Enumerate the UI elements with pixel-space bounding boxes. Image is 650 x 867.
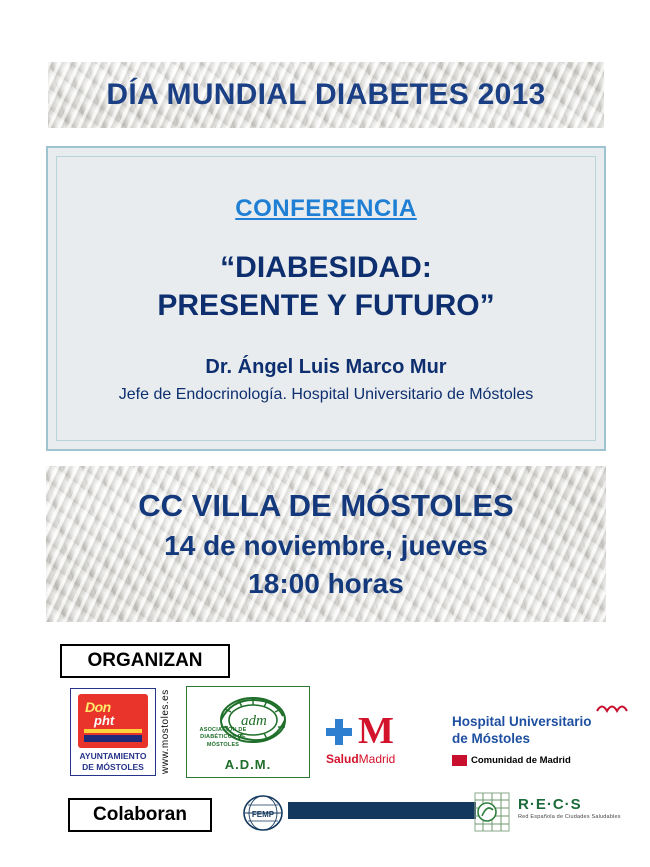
svg-text:adm: adm bbox=[241, 713, 267, 729]
ayuntamiento-crest-icon bbox=[78, 694, 148, 748]
crest-don-text: Don bbox=[85, 699, 111, 715]
conference-title-line2: PRESENTE Y FUTURO” bbox=[157, 289, 495, 323]
collaborators-label: Colaboran bbox=[68, 798, 212, 832]
conference-title-line1: “DIABESIDAD: bbox=[220, 251, 432, 284]
adm-logo bbox=[186, 686, 310, 778]
venue-time: 18:00 horas bbox=[248, 568, 404, 599]
speaker-name: Dr. Ángel Luis Marco Mur bbox=[205, 355, 447, 378]
adm-fulltext-line1: ASOCIACIÓN DE bbox=[199, 727, 247, 733]
page-title: DÍA MUNDIAL DIABETES 2013 bbox=[106, 78, 546, 111]
wave-icon bbox=[596, 702, 630, 714]
conference-kicker: CONFERENCIA bbox=[235, 195, 417, 222]
recs-grid-icon bbox=[474, 792, 510, 832]
venue-place: CC VILLA DE MÓSTOLES bbox=[138, 488, 514, 523]
hospital-name-line1: Hospital Universitario bbox=[452, 714, 592, 729]
speaker-role: Jefe de Endocrinología. Hospital Universitario de Móstoles bbox=[118, 385, 534, 403]
ayuntamiento-logo bbox=[70, 688, 156, 776]
adm-fulltext-line3: MÓSTOLES bbox=[206, 741, 240, 748]
hospital-logo bbox=[452, 714, 632, 770]
venue-band bbox=[46, 466, 606, 622]
crest-pht-text: pht bbox=[94, 713, 115, 728]
crest-blue-bar bbox=[84, 735, 142, 742]
organizer-logos bbox=[56, 686, 616, 782]
conference-box-inner bbox=[56, 156, 596, 441]
health-cross-icon bbox=[324, 718, 354, 748]
adm-fulltext bbox=[194, 727, 252, 749]
femp-logo-icon bbox=[242, 794, 284, 832]
adm-abbrev: A.D.M. bbox=[224, 757, 272, 772]
venue-date: 14 de noviembre, jueves bbox=[164, 530, 488, 561]
collaborator-logos bbox=[56, 790, 621, 850]
title-band bbox=[48, 62, 604, 128]
salud-madrid-text bbox=[326, 752, 395, 766]
hospital-name bbox=[452, 714, 632, 748]
salud-word: Salud bbox=[326, 752, 359, 766]
madrid-word: Madrid bbox=[358, 752, 396, 766]
recs-subtitle: Red Española de Ciudades Saludables bbox=[518, 814, 621, 820]
recs-logo bbox=[474, 790, 634, 836]
organizers-label: ORGANIZAN bbox=[60, 644, 230, 678]
conference-title bbox=[57, 249, 595, 326]
comunidad-madrid-text: Comunidad de Madrid bbox=[471, 754, 571, 766]
svg-text:FEMP: FEMP bbox=[251, 810, 275, 819]
conference-box bbox=[46, 146, 606, 451]
recs-text: R·E·C·S bbox=[518, 796, 582, 813]
salud-madrid-logo bbox=[324, 712, 432, 770]
femp-bar bbox=[288, 802, 476, 819]
ayuntamiento-name-line1: AYUNTAMIENTO bbox=[79, 751, 147, 761]
ayuntamiento-url: www.mostoles.es bbox=[160, 689, 171, 774]
comunidad-flag-icon bbox=[452, 755, 467, 766]
ayuntamiento-name bbox=[71, 751, 155, 772]
comunidad-madrid-block bbox=[452, 755, 632, 766]
salud-m-letter: M bbox=[358, 710, 394, 752]
adm-fulltext-line2: DIABÉTICOS DE bbox=[200, 734, 246, 741]
ayuntamiento-name-line2: DE MÓSTOLES bbox=[82, 761, 144, 772]
hospital-name-line2: de Móstoles bbox=[452, 730, 531, 746]
crest-yellow-bar bbox=[84, 729, 142, 733]
